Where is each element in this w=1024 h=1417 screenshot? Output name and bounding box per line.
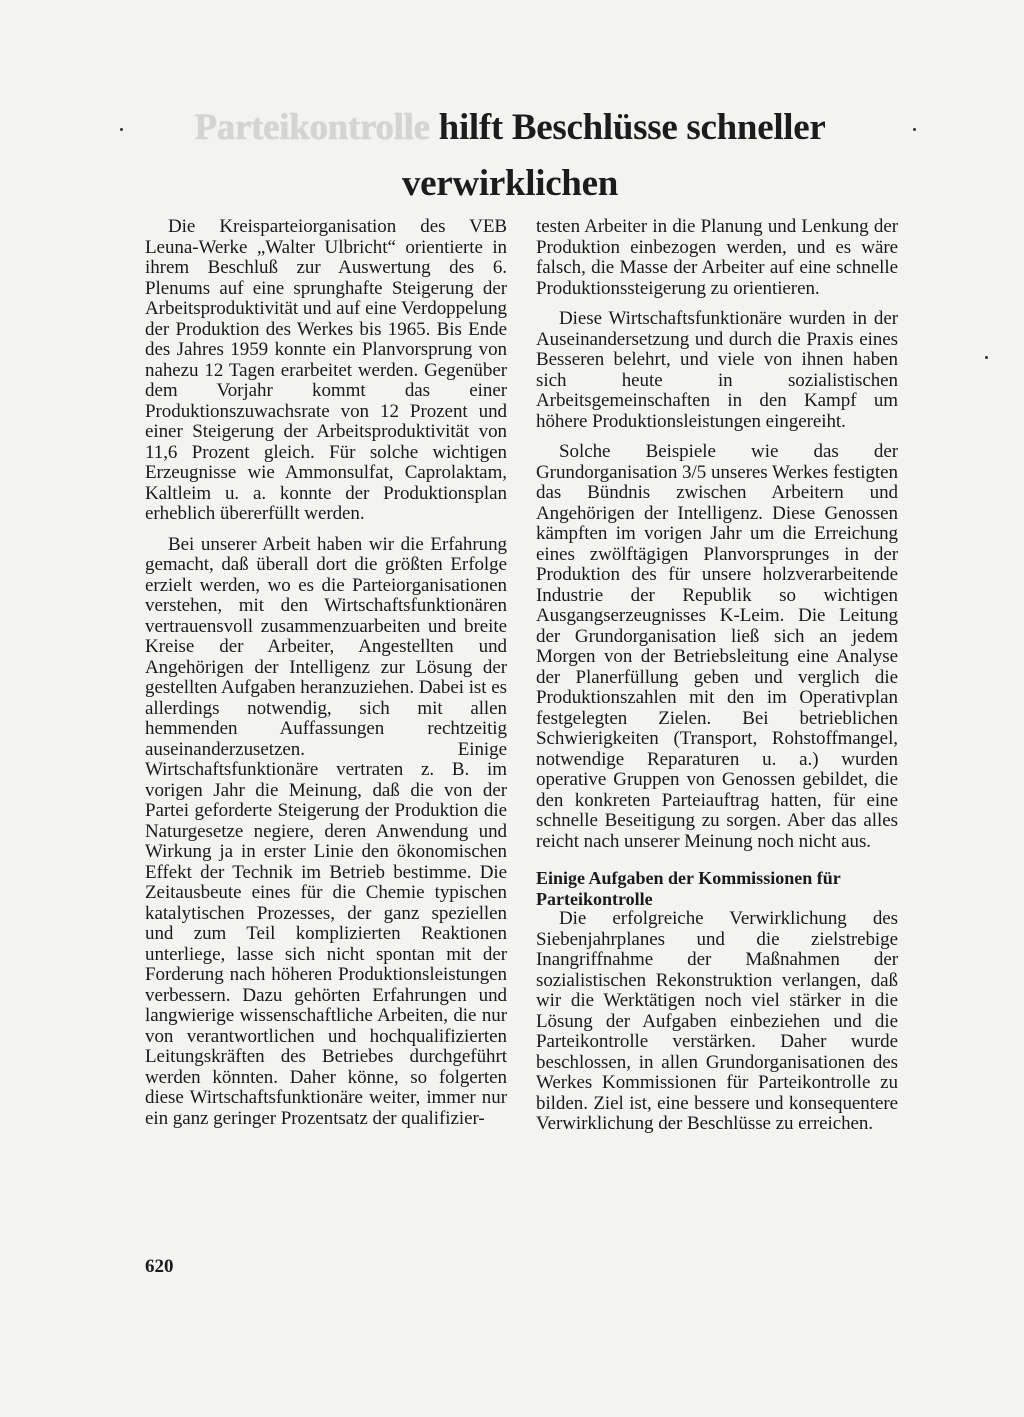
paragraph-continuation: testen Arbeiter in die Planung und Lenkung der Produktion einbezogen werden, und es wäre falsch, die Masse der Arbeiter auf eine schnelle Produktionssteigerung zu orientieren.: [536, 216, 898, 299]
left-column: [145, 217, 507, 1129]
paragraph: Bei unserer Arbeit haben wir die Erfahrung gemacht, daß überall dort die größten Erfolge erzielt werden, wo es die Parteiorganisationen verstehen, mit den Wirtschaftsfunktionären vertrauensvoll zusammenzuarbeiten und breite Kreise der Arbeiter, Angestellten und Angehörigen der Intelligenz zur Lösung der gestellten Aufgaben heranzuziehen. Dabei ist es allerdings notwendig, sich mit allen hemmenden Auffassungen rechtzeitig auseinanderzusetzen. Einige Wirtschaftsfunktionäre vertraten z. B. im vorigen Jahr die Meinung, daß die von der Partei geforderte Steigerung der Produktion die Naturgesetze negiere, deren Anwendung und Wirkung ja in erster Linie den ökonomischen Effekt der Technik im Betrieb bestimme. Die Zeitausbeute eines für die Chemie typischen katalytischen Prozesses, der ganz speziellen und zum Teil komplizierten Reaktionen unterliege, lasse sich nicht spontan mit der Forderung nach höheren Produktionsleistungen verbessern. Dazu gehörten Erfahrungen und langwierige wissenschaftliche Arbeiten, die nur von verantwortlichen und hochqualifizierten Leitungskräften des Betriebes durchgeführt werden könnten. Daher könne, so folgerten diese Wirtschaftsfunktionäre weiter, immer nur ein ganz geringer Prozentsatz der qualifizier-: [145, 533, 507, 1129]
headline-line-2: verwirklichen: [401, 163, 618, 204]
article-headline: [120, 100, 900, 212]
margin-dot: [985, 356, 988, 359]
paragraph: Solche Beispiele wie das der Grundorganisation 3/5 unseres Werkes festigten das Bündnis zwischen Arbeitern und Angehörigen der Intelligenz. Diese Genossen kämpften im vorigen Jahr um die Erreichung eines zwölftägigen Planvorsprunges in der Produktion des für unsere holzverarbeitende Industrie der Republik so wichtigen Ausgangserzeugnisses K-Leim. Die Leitung der Grundorganisation ließ sich an jedem Morgen von der Betriebsleitung eine Analyse der Planerfüllung geben und verglich die Produktionszahlen mit den im Operativplan festgelegten Zielen. Bei betrieblichen Schwierigkeiten (Transport, Rohstoffmangel, notwendige Reparaturen u. a.) wurden operative Gruppen von Genossen gebildet, die den konkreten Parteiauftrag hatten, für eine schnelle Beseitigung zu sorgen. Aber das alles reicht nach unserer Meinung noch nicht aus.: [536, 441, 898, 852]
headline-line-1: [120, 100, 900, 156]
paragraph: Diese Wirtschaftsfunktionäre wurden in der Auseinandersetzung und durch die Praxis eines Besseren belehrt, und viele von ihnen haben sich heute in sozialistischen Arbeitsgemeinschaften in den Kampf um höhere Produktionsleistungen eingereiht.: [536, 308, 898, 432]
page-number: 620: [145, 1256, 174, 1277]
right-column: [536, 217, 898, 1135]
paragraph: Die Kreisparteiorganisation des VEB Leuna-Werke „Walter Ulbricht“ orientierte in ihrem Beschluß zur Auswertung des 6. Plenums auf eine sprunghafte Steigerung der Arbeitsproduktivität und auf eine Verdoppelung der Produktion des Werkes bis 1965. Bis Ende des Jahres 1959 konnte ein Planvorsprung von nahezu 12 Tagen erarbeitet werden. Gegenüber dem Vorjahr kommt das einer Produktionszuwachsrate von 12 Prozent und einer Steigerung der Arbeitsproduktivität von 11,6 Prozent gleich. Für solche wichtigen Erzeugnisse wie Ammonsulfat, Caprolaktam, Kaltleim u. a. konnte der Produktionsplan erheblich übererfüllt werden.: [145, 216, 507, 524]
margin-dot: [913, 128, 916, 131]
headline-main: hilft Beschlüsse schneller: [438, 107, 826, 148]
paragraph: Die erfolgreiche Verwirklichung des Siebenjahrplanes und die zielstrebige Inangriffnahme der Maßnahmen der sozialistischen Rekonstruktion verlangen, daß wir die Werktätigen noch viel stärker in die Lösung der Aufgaben einbeziehen und die Parteikontrolle verstärken. Daher wurde beschlossen, in allen Grundorganisationen des Werkes Kommissionen für Parteikontrolle zu bilden. Ziel ist, eine bessere und konsequentere Verwirklichung der Beschlüsse zu erreichen.: [536, 908, 898, 1134]
headline-faded-word: Parteikontrolle: [194, 107, 430, 148]
section-heading: Einige Aufgaben der Kommissionen für Parteikontrolle: [536, 868, 841, 909]
